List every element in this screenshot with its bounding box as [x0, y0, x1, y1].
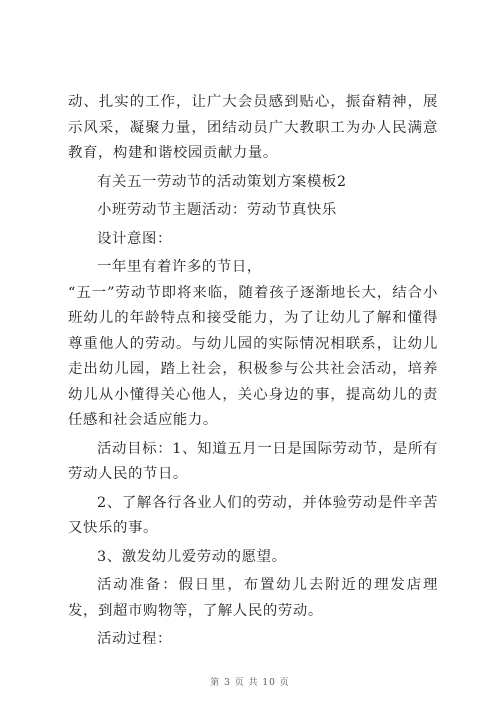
activity-process-heading: 活动过程：	[97, 631, 172, 647]
paragraph-design-intent: “五一”劳动节即将来临，随着孩子逐渐地长大，结合小班幼儿的年龄特点和接受能力，为了让幼儿了解和懂得尊重他人的劳动。与幼儿园的实际情况相联系，让幼儿走出幼儿园，踏上社会，积极参与公共社会活动，培养幼儿从小懂得关心他人，关心身边的事，提高幼儿的责任感和社会适应能力。	[68, 284, 438, 428]
paragraph-goal-3: 3、激发幼儿爱劳动的愿望。	[97, 548, 287, 565]
paragraph-preparation: 活动准备：假日里，布置幼儿去附近的理发店理发，到超市购物等，了解人民的劳动。	[68, 577, 438, 619]
paragraph-goal-2: 2、了解各行各业人们的劳动，并体验劳动是件辛苦又快乐的事。	[68, 494, 438, 536]
paragraph-holidays: 一年里有着许多的节日，	[97, 259, 262, 275]
activity-theme: 小班劳动节主题活动：劳动节真快乐	[97, 202, 337, 218]
design-intent-heading: 设计意图：	[97, 230, 172, 247]
paragraph-goal-1: 活动目标：1、知道五月一日是国际劳动节，是所有劳动人民的节日。	[68, 440, 438, 482]
page-footer: 第 3 页 共 10 页	[210, 678, 290, 688]
section-title: 有关五一劳动节的活动策划方案模板2	[97, 173, 347, 190]
document-body	[68, 90, 438, 653]
paragraph-continuation: 动、扎实的工作，让广大会员感到贴心，振奋精神，展示风采，凝聚力量，团结动员广大教职工为办人民满意教育，构建和谐校园贡献力量。	[68, 94, 438, 161]
